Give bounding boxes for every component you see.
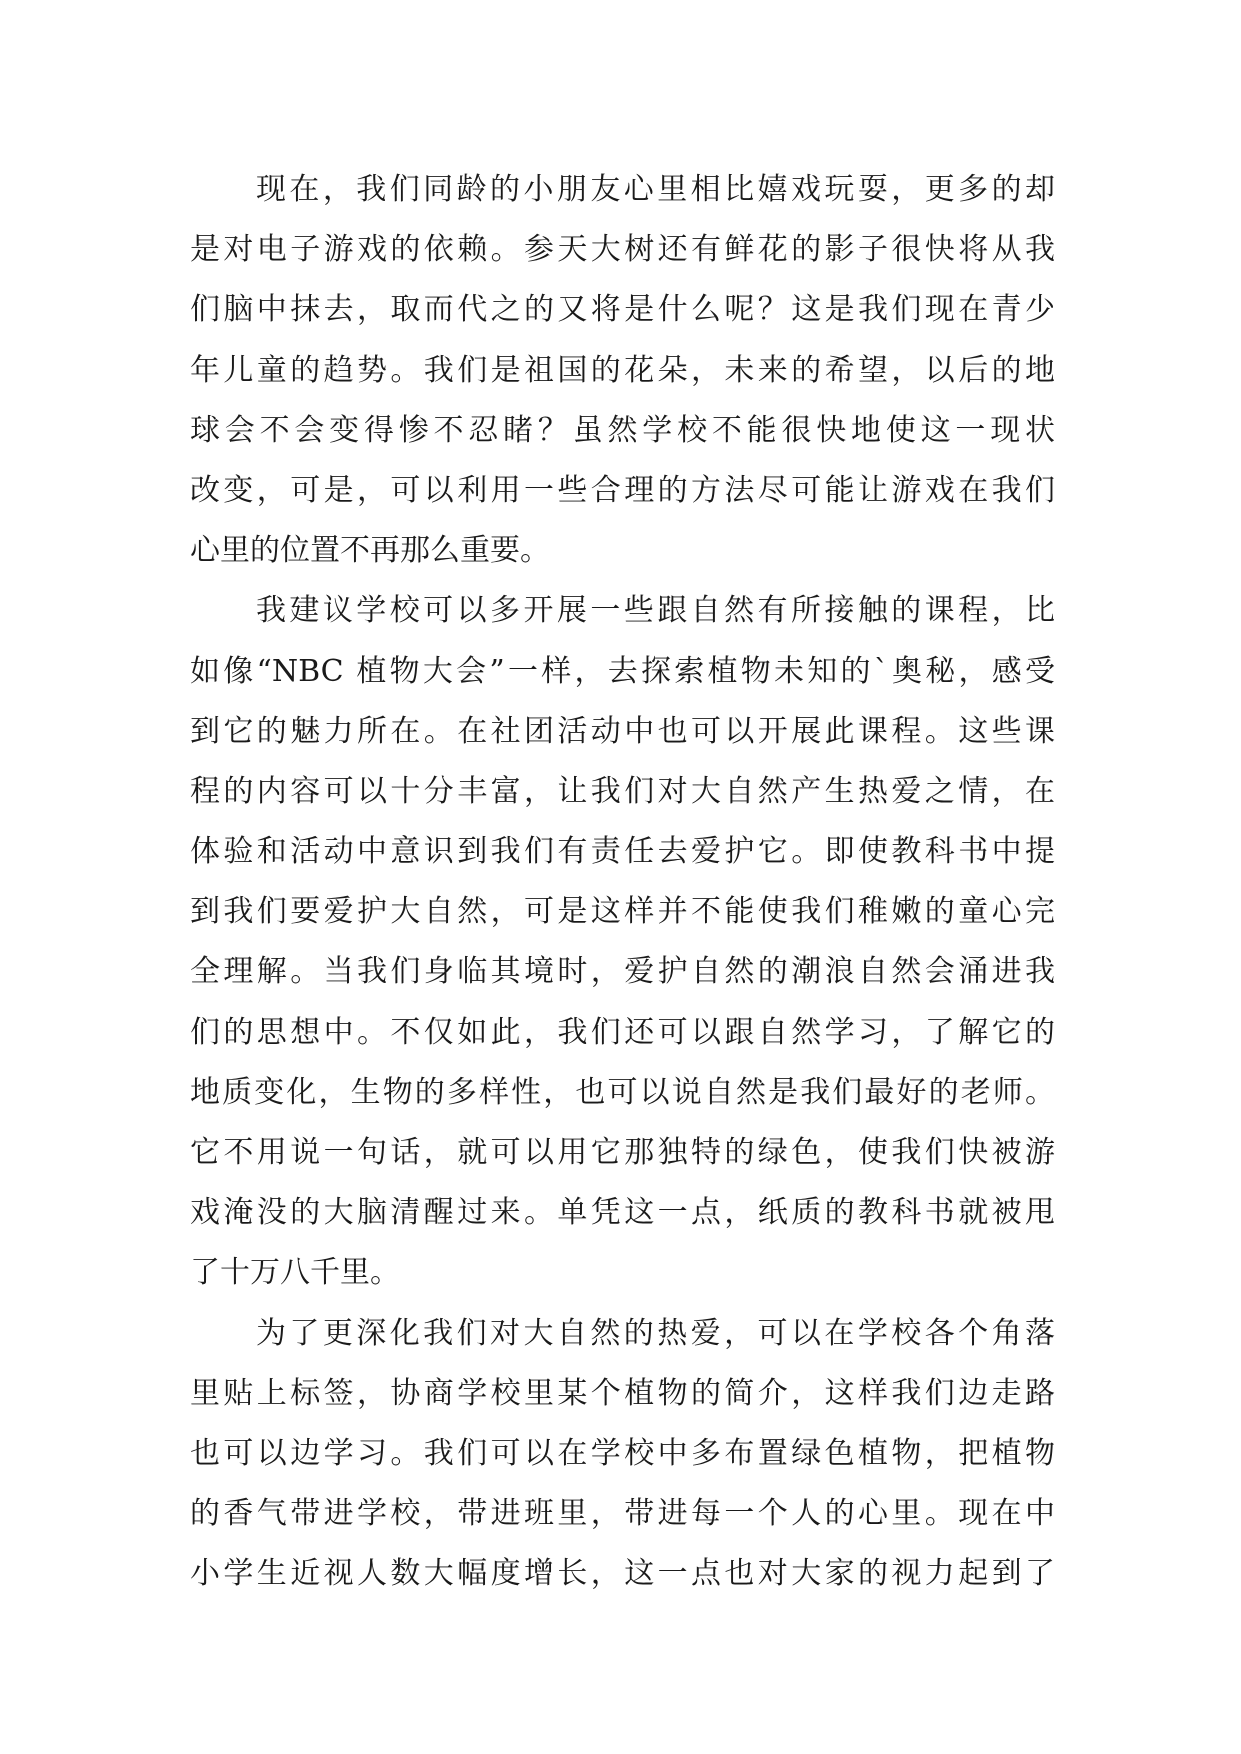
text-line: 心里的位置不再那么重要。 xyxy=(190,533,550,569)
text-line: 为了更深化我们对大自然的热爱，可以在学校各个角落 xyxy=(256,1315,1055,1351)
paragraph xyxy=(190,1304,1055,1605)
text-line: 改变，可是，可以利用一些合理的方法尽可能让游戏在我们 xyxy=(190,472,1055,508)
text-line: 地质变化，生物的多样性，也可以说自然是我们最好的老师。 xyxy=(190,1074,1055,1110)
text-line: 也可以边学习。我们可以在学校中多布置绿色植物，把植物 xyxy=(190,1435,1055,1471)
text-line: 的香气带进学校，带进班里，带进每一个人的心里。现在中 xyxy=(190,1496,1055,1532)
text-line: 我建议学校可以多开展一些跟自然有所接触的课程，比 xyxy=(256,593,1055,629)
text-line: 它不用说一句话，就可以用它那独特的绿色，使我们快被游 xyxy=(190,1135,1055,1170)
text-line: 到它的魅力所在。在社团活动中也可以开展此课程。这些课 xyxy=(190,713,1055,749)
text-line: 全理解。当我们身临其境时，爱护自然的潮浪自然会涌进我 xyxy=(190,954,1055,990)
text-line: 现在，我们同龄的小朋友心里相比嬉戏玩耍，更多的却 xyxy=(256,172,1055,207)
text-line: 体验和活动中意识到我们有责任去爱护它。即使教科书中提 xyxy=(190,834,1055,870)
text-line: 程的内容可以十分丰富，让我们对大自然产生热爱之情，在 xyxy=(190,773,1055,809)
text-line: 了十万八千里。 xyxy=(190,1255,400,1291)
text-line: 们脑中抹去，取而代之的又将是什么呢？这是我们现在青少 xyxy=(190,292,1055,328)
text-line: 们的思想中。不仅如此，我们还可以跟自然学习，了解它的 xyxy=(190,1014,1055,1050)
text-line: 是对电子游戏的依赖。参天大树还有鲜花的影子很快将从我 xyxy=(190,232,1055,268)
text-line: 年儿童的趋势。我们是祖国的花朵，未来的希望，以后的地 xyxy=(190,352,1055,388)
text-line: 球会不会变得惨不忍睹？虽然学校不能很快地使这一现状 xyxy=(190,412,1055,448)
text-line: 到我们要爱护大自然，可是这样并不能使我们稚嫩的童心完 xyxy=(190,894,1055,930)
document-body xyxy=(190,160,1055,1605)
paragraph xyxy=(190,581,1055,1303)
text-line: 里贴上标签，协商学校里某个植物的简介，这样我们边走路 xyxy=(190,1375,1055,1411)
text-line: 如像“NBC 植物大会”一样，去探索植物未知的`奥秘，感受 xyxy=(190,653,1055,689)
text-line: 小学生近视人数大幅度增长，这一点也对大家的视力起到了 xyxy=(190,1556,1055,1592)
text-line: 戏淹没的大脑清醒过来。单凭这一点，纸质的教科书就被甩 xyxy=(190,1195,1055,1231)
paragraph xyxy=(190,160,1055,581)
